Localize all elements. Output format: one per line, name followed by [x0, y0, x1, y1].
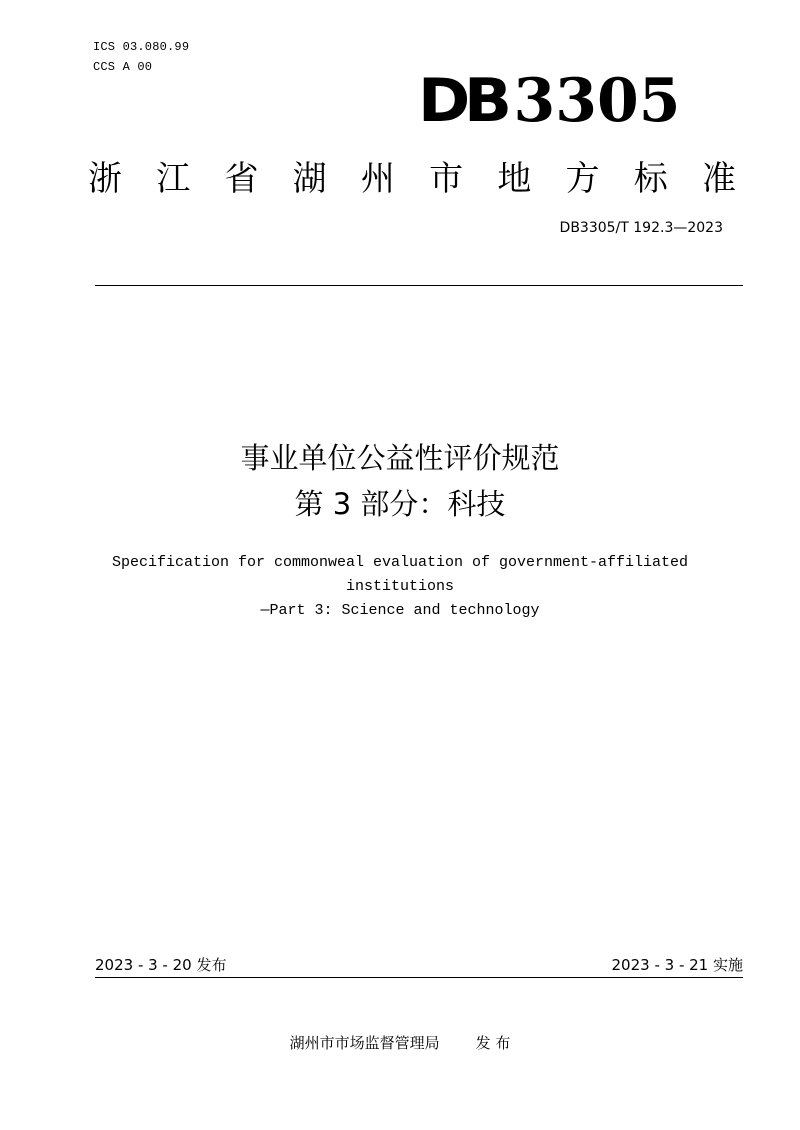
- english-title-line-1: Specification for commonweal evaluation of government-affiliated: [111, 554, 689, 571]
- db-logo-letters: DB: [418, 66, 506, 136]
- publisher-line: [0, 1032, 800, 1054]
- issue-date: 2023 - 3 - 20 发布: [95, 956, 227, 974]
- english-title-line-2: institutions: [345, 578, 455, 595]
- publish-label: 发 布: [475, 1034, 511, 1052]
- publisher-name: 湖州市市场监督管理局: [289, 1034, 440, 1052]
- implementation-date: 2023 - 3 - 21 实施: [611, 956, 743, 974]
- standard-type-title: [88, 150, 736, 200]
- standard-type-char: 市: [429, 158, 464, 199]
- standard-type-char: 浙: [88, 158, 122, 199]
- standard-type-char: 准: [701, 158, 736, 199]
- standard-type-char: 湖: [292, 158, 327, 199]
- db-logo: [418, 68, 688, 134]
- standard-type-char: 省: [224, 158, 259, 199]
- header-divider: [95, 285, 743, 286]
- document-number: DB3305/T 192.3—2023: [559, 220, 723, 236]
- chinese-title-line-1: 事业单位公益性评价规范: [240, 441, 560, 475]
- chinese-title-line-2: 第 3 部分：科技: [294, 487, 506, 521]
- standard-type-char: 方: [565, 158, 600, 199]
- footer-divider: [95, 977, 743, 978]
- standard-type-char: 标: [633, 158, 668, 199]
- ccs-code: CCS A 00: [93, 60, 153, 74]
- standard-type-char: 江: [156, 158, 191, 199]
- standard-type-char: 州: [360, 158, 395, 199]
- standard-type-char: 地: [497, 158, 532, 199]
- ics-code: ICS 03.080.99: [93, 40, 190, 54]
- english-title-line-3: —Part 3: Science and technology: [260, 602, 540, 619]
- db-logo-code: 3305: [513, 66, 681, 136]
